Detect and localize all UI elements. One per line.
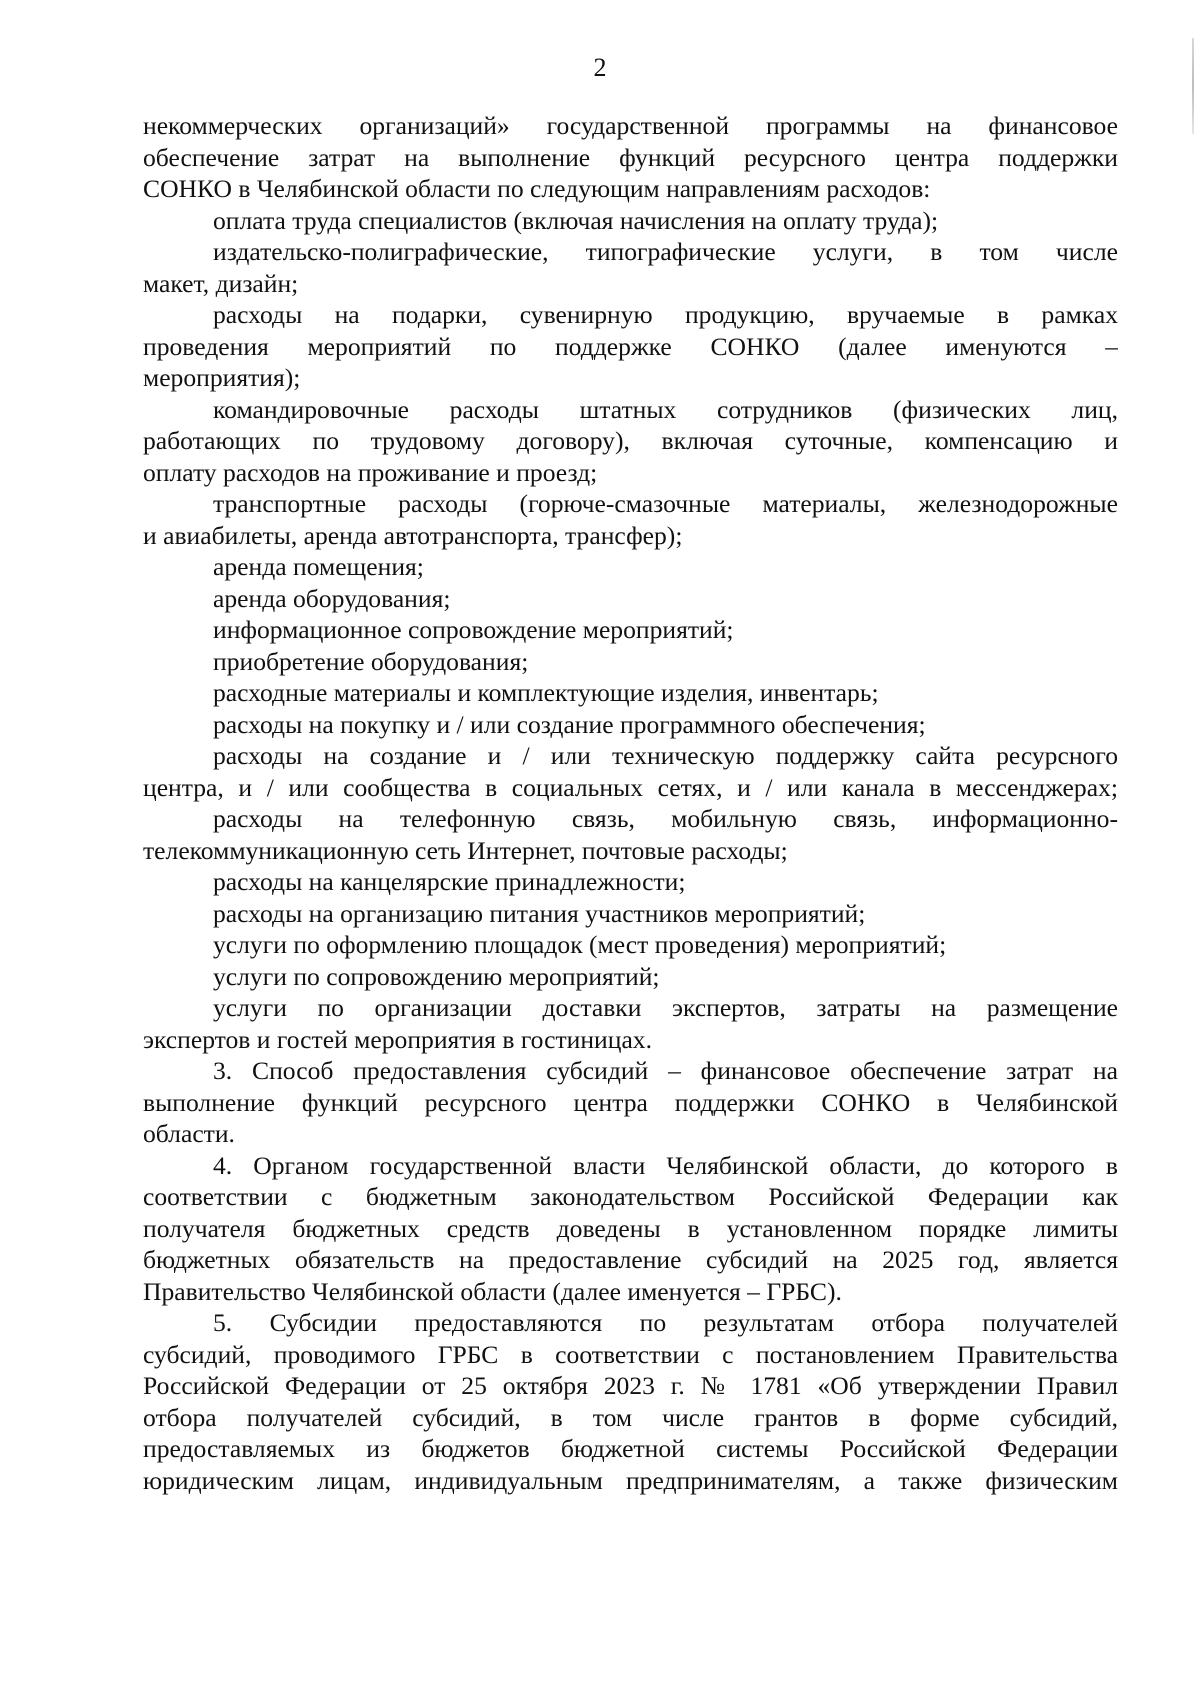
- text-line: соответствии с бюджетным законодательством Российской Федерации как: [143, 1182, 1118, 1211]
- text-line: транспортные расходы (горюче-смазочные материалы, железнодорожные: [213, 489, 1118, 518]
- text-line: аренда оборудования;: [213, 583, 451, 613]
- text-line: получателя бюджетных средств доведены в установленном порядке лимиты: [143, 1213, 1118, 1243]
- text-line: обеспечение затрат на выполнение функций ресурсного центра поддержки: [143, 142, 1118, 172]
- text-line: СОНКО в Челябинской области по следующим направлениям расходов:: [143, 174, 931, 203]
- text-line: расходы на создание и / или техническую поддержку сайта ресурсного: [213, 741, 1118, 770]
- text-line: расходы на организацию питания участников мероприятий;: [213, 898, 866, 928]
- text-line: оплату расходов на проживание и проезд;: [143, 457, 598, 487]
- text-line: 3. Способ предоставления субсидий – финансовое обеспечение затрат на: [213, 1056, 1118, 1085]
- text-line: телекоммуникационную сеть Интернет, почтовые расходы;: [143, 835, 788, 865]
- text-line: предоставляемых из бюджетов бюджетной системы Российской Федерации: [143, 1434, 1118, 1463]
- text-line: услуги по организации доставки экспертов, затраты на размещение: [213, 993, 1118, 1022]
- text-line: макет, дизайн;: [143, 268, 299, 298]
- text-line: расходные материалы и комплектующие изделия, инвентарь;: [213, 678, 879, 707]
- text-line: и авиабилеты, аренда автотранспорта, трансфер);: [143, 520, 683, 550]
- text-line: юридическим лицам, индивидуальным предпринимателям, а также физическим: [143, 1465, 1118, 1495]
- text-line: расходы на телефонную связь, мобильную связь, информационно-: [213, 804, 1118, 833]
- text-line: выполнение функций ресурсного центра поддержки СОНКО в Челябинской: [143, 1087, 1118, 1117]
- text-line: приобретение оборудования;: [213, 646, 529, 676]
- text-line: 4. Органом государственной власти Челябинской области, до которого в: [213, 1150, 1118, 1180]
- text-line: бюджетных обязательств на предоставление субсидий на 2025 год, является: [143, 1245, 1118, 1274]
- text-line: Российской Федерации от 25 октября 2023 г. № 1781 «Об утверждении Правил: [143, 1371, 1118, 1400]
- text-line: области.: [143, 1119, 235, 1148]
- page-number: 2: [593, 53, 607, 82]
- text-line: услуги по сопровождению мероприятий;: [213, 961, 660, 991]
- text-line: услуги по оформлению площадок (мест проведения) мероприятий;: [213, 930, 947, 959]
- text-line: расходы на подарки, сувенирную продукцию, вручаемые в рамках: [213, 300, 1118, 329]
- text-line: 5. Субсидии предоставляются по результатам отбора получателей: [213, 1308, 1118, 1337]
- text-line: расходы на канцелярские принадлежности;: [213, 867, 686, 896]
- text-line: субсидий, проводимого ГРБС в соответствии с постановлением Правительства: [143, 1339, 1118, 1369]
- text-line: мероприятия);: [143, 363, 301, 392]
- text-line: оплата труда специалистов (включая начисления на оплату труда);: [213, 205, 939, 235]
- text-line: аренда помещения;: [213, 552, 424, 581]
- text-line: издательско-полиграфические, типографические услуги, в том числе: [213, 237, 1118, 266]
- document-body: [143, 110, 1118, 1496]
- text-line: Правительство Челябинской области (далее именуется – ГРБС).: [143, 1276, 842, 1306]
- text-line: работающих по трудовому договору), включая суточные, компенсацию и: [143, 426, 1118, 455]
- text-line: расходы на покупку и / или создание программного обеспечения;: [213, 709, 926, 739]
- text-line: некоммерческих организаций» государственной программы на финансовое: [143, 111, 1118, 140]
- text-line: экспертов и гостей мероприятия в гостиницах.: [143, 1024, 653, 1054]
- text-line: командировочные расходы штатных сотрудников (физических лиц,: [213, 394, 1118, 424]
- text-line: отбора получателей субсидий, в том числе грантов в форме субсидий,: [143, 1402, 1118, 1432]
- text-line: информационное сопровождение мероприятий;: [213, 615, 734, 644]
- text-line: центра, и / или сообщества в социальных сетях, и / или канала в мессенджерах;: [143, 772, 1118, 802]
- text-line: проведения мероприятий по поддержке СОНКО (далее именуются –: [143, 331, 1118, 361]
